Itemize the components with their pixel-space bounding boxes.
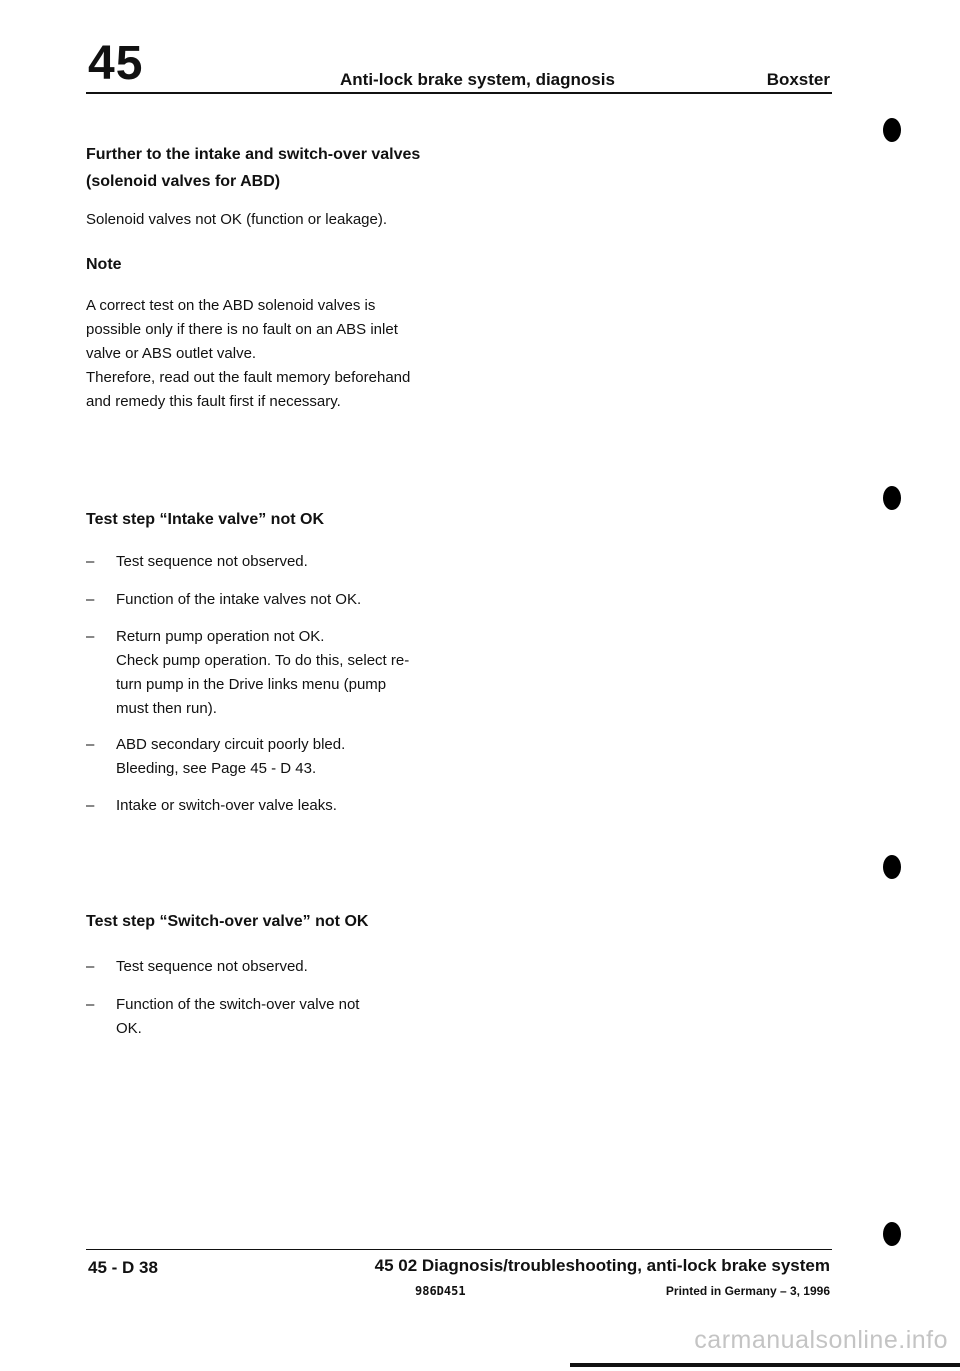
list-item-text: OK. bbox=[116, 1020, 142, 1037]
list-dash: – bbox=[86, 591, 95, 608]
chapter-number: 45 bbox=[88, 37, 144, 90]
body-text: Solenoid valves not OK (function or leakage). bbox=[86, 211, 388, 228]
note-line: and remedy this fault first if necessary. bbox=[86, 393, 341, 410]
list-dash: – bbox=[86, 996, 95, 1013]
section-heading: Test step “Switch-over valve” not OK bbox=[86, 913, 369, 930]
list-item-text: must then run). bbox=[116, 700, 217, 717]
watermark: carmanualsonline.info bbox=[694, 1326, 948, 1354]
list-dash: – bbox=[86, 553, 95, 570]
list-item-text: turn pump in the Drive links menu (pump bbox=[116, 676, 387, 693]
header-title: Anti-lock brake system, diagnosis bbox=[340, 70, 615, 89]
list-dash: – bbox=[86, 797, 95, 814]
note-line: Therefore, read out the fault memory beforehand bbox=[86, 369, 411, 386]
list-item-text: Test sequence not observed. bbox=[116, 553, 308, 570]
bottom-rule bbox=[570, 1363, 960, 1367]
section-heading-cont: (solenoid valves for ABD) bbox=[86, 173, 281, 190]
note-line: A correct test on the ABD solenoid valves is bbox=[86, 297, 376, 314]
list-item-text: Test sequence not observed. bbox=[116, 958, 308, 975]
note-label: Note bbox=[86, 256, 122, 273]
list-item-text: Function of the switch-over valve not bbox=[116, 996, 360, 1013]
list-item bbox=[86, 550, 446, 574]
punch-hole-dot bbox=[883, 855, 901, 879]
printed-info: Printed in Germany – 3, 1996 bbox=[665, 1284, 830, 1298]
header-model: Boxster bbox=[766, 70, 830, 89]
section-heading: Test step “Intake valve” not OK bbox=[86, 511, 324, 528]
page-number: 45 - D 38 bbox=[88, 1258, 158, 1277]
list-item bbox=[86, 955, 446, 979]
list-dash: – bbox=[86, 628, 95, 645]
list-item bbox=[86, 588, 446, 612]
section-heading: Further to the intake and switch-over valves bbox=[86, 146, 421, 163]
note-line: valve or ABS outlet valve. bbox=[86, 345, 257, 362]
document-number: 986D451 bbox=[415, 1284, 466, 1298]
footer-rule bbox=[86, 1249, 832, 1250]
list-item-text: Return pump operation not OK. bbox=[116, 628, 325, 645]
list-item-text: Intake or switch-over valve leaks. bbox=[116, 797, 337, 814]
list-item-text: Function of the intake valves not OK. bbox=[116, 591, 362, 608]
header-rule bbox=[86, 92, 832, 94]
punch-hole-dot bbox=[883, 486, 901, 510]
footer-section-title: 45 02 Diagnosis/troubleshooting, anti-lock brake system bbox=[374, 1256, 830, 1275]
list-item bbox=[86, 794, 446, 818]
list-item bbox=[86, 625, 446, 721]
note-line: possible only if there is no fault on an ABS inlet bbox=[86, 321, 398, 338]
list-item bbox=[86, 993, 446, 1041]
punch-hole-dot bbox=[883, 1222, 901, 1246]
list-dash: – bbox=[86, 958, 95, 975]
list-item bbox=[86, 733, 446, 781]
punch-hole-dot bbox=[883, 118, 901, 142]
list-item-text: Check pump operation. To do this, select re- bbox=[116, 652, 410, 669]
list-item-text: ABD secondary circuit poorly bled. bbox=[116, 736, 346, 753]
list-dash: – bbox=[86, 736, 95, 753]
list-item-text: Bleeding, see Page 45 - D 43. bbox=[116, 760, 317, 777]
